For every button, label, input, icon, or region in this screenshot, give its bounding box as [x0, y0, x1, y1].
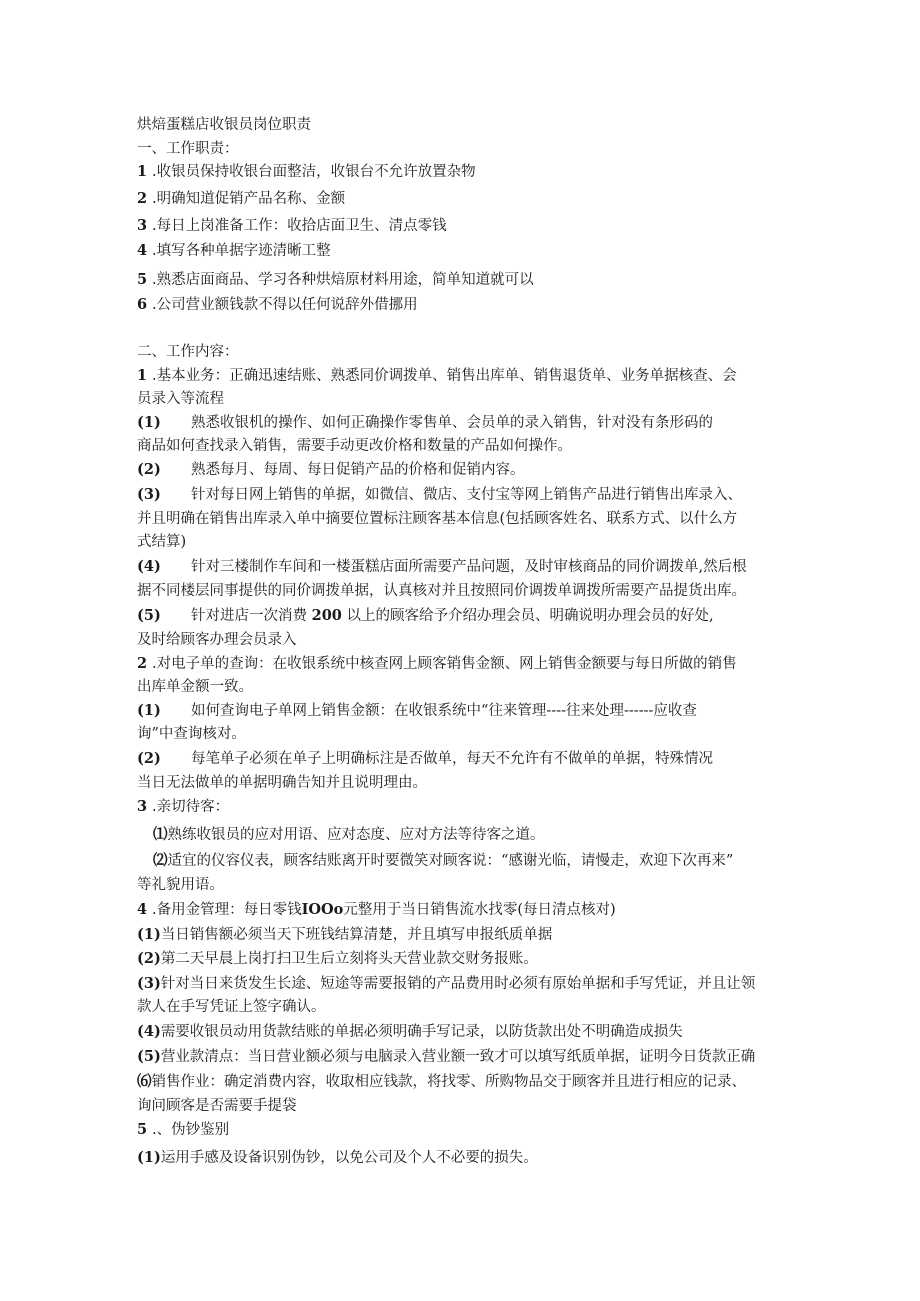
sub-item: ⑵适宜的仪容仪表，顾客结账离开时要微笑对顾客说：“感谢光临，请慢走，欢迎下次再来”	[153, 852, 734, 869]
list-item-continuation: 出库单金额一致。	[137, 679, 253, 695]
sub-item-continuation: 商品如何查找录入销售，需要手动更改价格和数量的产品如何操作。	[137, 438, 572, 454]
list-item: 5 .、伪钞鉴别	[137, 1121, 230, 1138]
sub-item: (3) 针对每日网上销售的单据，如微信、微店、支付宝等网上销售产品进行销售出库录入、	[137, 486, 742, 503]
list-item: 4 .填写各种单据字迹清晰工整	[137, 242, 331, 259]
list-item: 3 .亲切待客：	[137, 798, 230, 815]
list-item: 5 .熟悉店面商品、学习各种烘焙原材料用途，简单知道就可以	[137, 271, 534, 288]
list-item: 6 .公司营业额钱款不得以任何说辞外借挪用	[137, 296, 418, 313]
list-item: 2 .对电子单的查询：在收银系统中核查网上顾客销售金额、网上销售金额要与每日所做的销售	[137, 655, 737, 672]
list-item: 2 .明确知道促销产品名称、金额	[137, 190, 346, 207]
sub-item: (5)营业款清点：当日营业额必须与电脑录入营业额一致才可以填写纸质单据，证明今日货款正确	[137, 1048, 756, 1065]
sub-item-continuation: 询问顾客是否需要手提袋	[137, 1098, 297, 1114]
sub-item-continuation: 并且明确在销售出库录入单中摘要位置标注顾客基本信息(包括顾客姓名、联系方式、以什么方	[137, 511, 738, 527]
section2-heading: 二、工作内容：	[137, 344, 239, 360]
sub-item: (2) 熟悉每月、每周、每日促销产品的价格和促销内容。	[137, 461, 525, 478]
sub-item: (5) 针对进店一次消费 200 以上的顾客给予介绍办理会员、明确说明办理会员的好处,	[137, 607, 714, 624]
sub-item: (4)需要收银员动用货款结账的单据必须明确手写记录，以防货款出处不明确造成损失	[137, 1023, 683, 1040]
sub-item-continuation: 当日无法做单的单据明确告知并且说明理由。	[137, 775, 427, 791]
sub-item-continuation: 据不同楼层同事提供的同价调拨单据，认真核对并且按照同价调拨单调拨所需要产品提货出库。	[137, 583, 746, 599]
sub-item-continuation: 及时给顾客办理会员录入	[137, 632, 297, 648]
sub-item: ⑹销售作业：确定消费内容，收取相应钱款，将找零、所购物品交于顾客并且进行相应的记录、	[137, 1073, 746, 1090]
sub-item: (2) 每笔单子必须在单子上明确标注是否做单，每天不允许有不做单的单据，特殊情况	[137, 750, 713, 767]
section1-heading: 一、工作职责：	[137, 141, 239, 157]
list-item: 4 .备用金管理：每日零钱IOOo元整用于当日销售流水找零(每日清点核对)	[137, 901, 616, 918]
document-title: 烘焙蛋糕店收银员岗位职责	[137, 117, 311, 133]
sub-item: (4) 针对三楼制作车间和一楼蛋糕店面所需要产品问题，及时审核商品的同价调拨单,然后根	[137, 558, 747, 575]
sub-item-continuation: 款人在手写凭证上签字确认。	[137, 999, 326, 1015]
sub-item-continuation: 式结算)	[137, 534, 187, 550]
sub-item-continuation: 询”中查询核对。	[137, 726, 246, 742]
list-item-continuation: 员录入等流程	[137, 391, 224, 407]
sub-item: (2)第二天早晨上岗打扫卫生后立刻将头天营业款交财务报账。	[137, 950, 538, 967]
sub-item: (3)针对当日来货发生长途、短途等需要报销的产品费用时必须有原始单据和手写凭证，并且让领	[137, 975, 756, 992]
sub-item: (1)当日销售额必须当天下班钱结算清楚，并且填写申报纸质单据	[137, 926, 553, 943]
sub-item: (1)运用手感及设备识别伪钞，以免公司及个人不必要的损失。	[137, 1149, 538, 1166]
list-item: 3 .每日上岗准备工作：收拾店面卫生、清点零钱	[137, 217, 447, 234]
sub-item: ⑴熟练收银员的应对用语、应对态度、应对方法等待客之道。	[153, 826, 545, 843]
list-item: 1 .基本业务：正确迅速结账、熟悉同价调拨单、销售出库单、销售退货单、业务单据核查、会	[137, 367, 737, 384]
sub-item: (1) 如何查询电子单网上销售金额：在收银系统中“往来管理----往来处理------应收查	[137, 702, 697, 719]
sub-item-continuation: 等礼貌用语。	[137, 877, 224, 893]
list-item: 1 .收银员保持收银台面整洁，收银台不允许放置杂物	[137, 163, 476, 180]
sub-item: (1) 熟悉收银机的操作、如何正确操作零售单、会员单的录入销售，针对没有条形码的	[137, 414, 713, 431]
